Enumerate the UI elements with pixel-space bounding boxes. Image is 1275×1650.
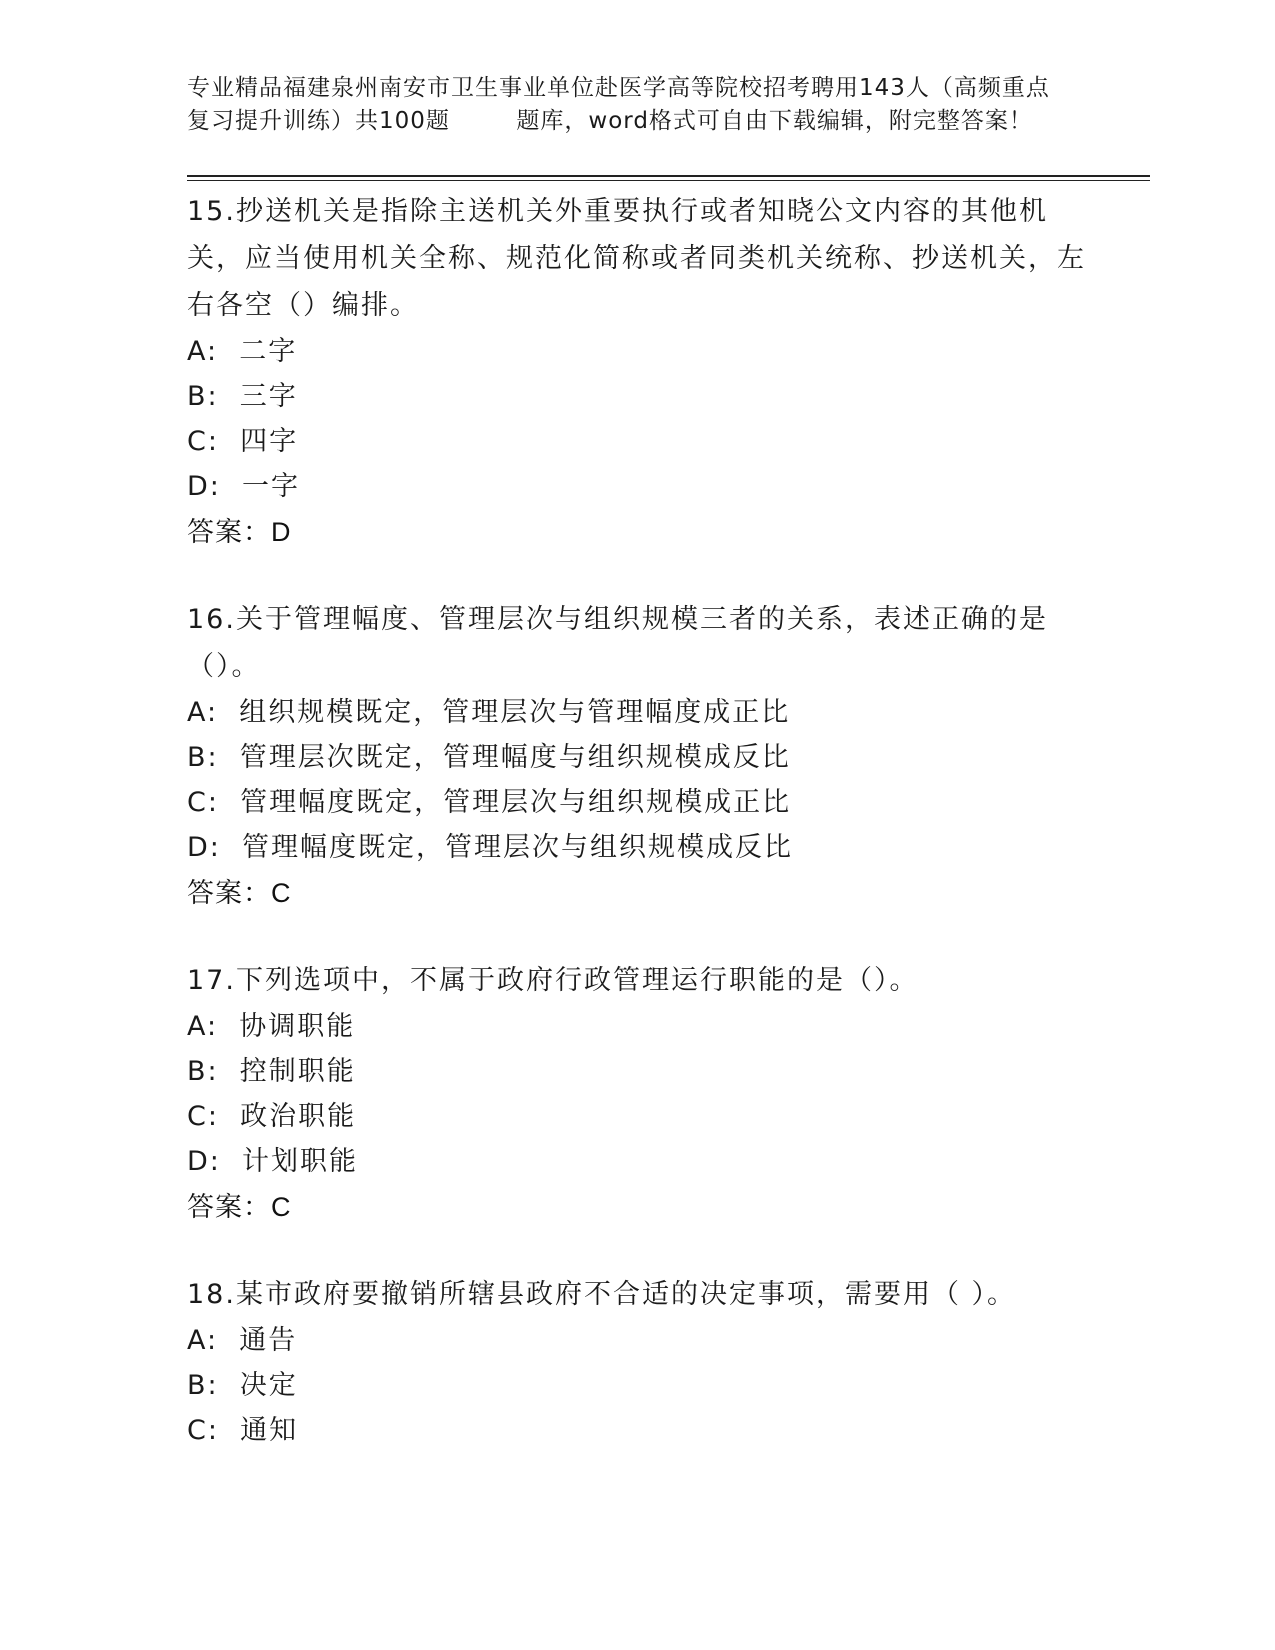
option-a: A: 二字	[187, 336, 298, 367]
option-d: D: 管理幅度既定，管理层次与组织规模成反比	[187, 832, 794, 863]
answer-line: 答案：C	[187, 1192, 292, 1222]
question-text: 15.抄送机关是指除主送机关外重要执行或者知晓公文内容的其他机关，应当使用机关全称、规范化简称或者同类机关统称、抄送机关，左右各空（）编排。	[187, 196, 1086, 321]
document-header	[187, 72, 1087, 138]
answer-line: 答案：D	[187, 517, 292, 547]
question-16	[187, 596, 1087, 917]
question-list	[187, 188, 1087, 1453]
question-text: 18.某市政府要撤销所辖县政府不合适的决定事项，需要用（ ）。	[187, 1279, 1017, 1310]
question-15	[187, 188, 1087, 556]
option-b: B: 三字	[187, 381, 298, 412]
option-c: C: 政治职能	[187, 1101, 357, 1132]
option-b: B: 管理层次既定，管理幅度与组织规模成反比	[187, 742, 791, 773]
option-c: C: 通知	[187, 1415, 299, 1446]
question-text: 16.关于管理幅度、管理层次与组织规模三者的关系，表述正确的是（）。	[187, 604, 1048, 682]
option-d: D: 计划职能	[187, 1146, 359, 1177]
header-divider-thin	[187, 180, 1150, 181]
header-line-1: 专业精品福建泉州南安市卫生事业单位赴医学高等院校招考聘用143人（高频重点	[187, 75, 1050, 101]
question-17	[187, 957, 1087, 1231]
question-18	[187, 1271, 1087, 1453]
option-d: D: 一字	[187, 471, 301, 502]
answer-line: 答案：C	[187, 878, 292, 908]
option-a: A: 组织规模既定，管理层次与管理幅度成正比	[187, 697, 791, 728]
option-a: A: 通告	[187, 1325, 298, 1356]
header-line-2: 复习提升训练）共100题 题库，word格式可自由下载编辑，附完整答案！	[187, 108, 1033, 134]
question-text: 17.下列选项中，不属于政府行政管理运行职能的是（）。	[187, 965, 919, 996]
option-b: B: 决定	[187, 1370, 298, 1401]
option-c: C: 四字	[187, 426, 299, 457]
header-divider	[187, 175, 1150, 177]
option-a: A: 协调职能	[187, 1011, 356, 1042]
option-c: C: 管理幅度既定，管理层次与组织规模成正比	[187, 787, 792, 818]
option-b: B: 控制职能	[187, 1056, 356, 1087]
